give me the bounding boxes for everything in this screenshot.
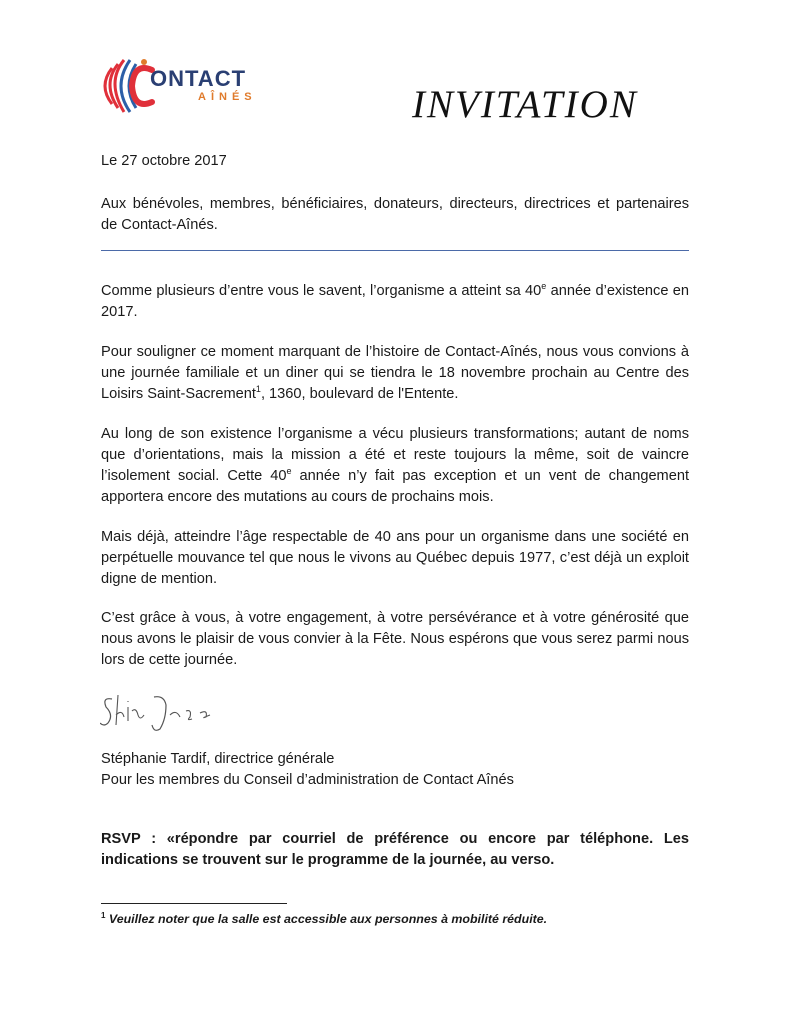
paragraph-event (101, 342, 689, 405)
signer-block (101, 749, 514, 791)
header-divider (101, 250, 689, 251)
paragraph-milestone: Mais déjà, atteindre l’âge respectable de 40 ans pour un organisme dans une société en perpétuelle mouvance tel que nous le vivons au Québec depuis 1977, c’est déjà un exploit digne de mention. (101, 529, 689, 587)
letter-date: Le 27 octobre 2017 (101, 153, 227, 169)
paragraph-anniversary (101, 281, 689, 323)
paragraph-history (101, 424, 689, 508)
paragraph-text: année n’y fait pas exception et un vent de changement apportera encore des mutations au cours de prochains mois. (101, 468, 689, 505)
footnote-marker: 1 (101, 910, 106, 920)
footnote-reference: 1 (255, 384, 261, 395)
signer-name: Stéphanie Tardif, directrice générale (101, 751, 335, 767)
logo-wordmark: ONTACT (150, 66, 247, 91)
handwritten-signature (100, 685, 250, 735)
page-title: INVITATION (412, 83, 638, 126)
contact-aines-logo (100, 52, 280, 122)
footnote-text: Veuillez noter que la salle est accessible aux personnes à mobilité réduite. (105, 912, 548, 926)
paragraph-thanks: C’est grâce à vous, à votre engagement, à votre persévérance et à votre générosité que nous avons le plaisir de vous convier à la Fête. Nous espérons que vous serez parmi nous lors de cette journée. (101, 610, 689, 668)
paragraph-text: Pour souligner ce moment marquant de l’histoire de Contact-Aînés, nous vous convions à une journée familiale et un diner qui se tiendra le 18 novembre prochain au Centre des Loisirs Saint-Sacrement (101, 344, 689, 402)
superscript: e (286, 466, 292, 477)
rsvp-note: RSVP : «répondre par courriel de préférence ou encore par téléphone. Les indications se trouvent sur le programme de la journée, au verso. (101, 831, 689, 868)
recipients-line: Aux bénévoles, membres, bénéficiaires, donateurs, directeurs, directrices et partenaires de Contact-Aînés. (101, 196, 689, 233)
footnote-divider (101, 903, 287, 904)
paragraph-text: , 1360, boulevard de l'Entente. (260, 386, 459, 402)
paragraph-text: Au long de son existence l’organisme a vécu plusieurs transformations; autant de noms que d’orientations, mais la mission a été et reste toujours la même, soit de vaincre l’isolement social. Cette 40 (101, 426, 689, 484)
signer-organization: Pour les membres du Conseil d’administration de Contact Aînés (101, 772, 514, 788)
footnote (101, 912, 547, 926)
paragraph-text: année d’existence en 2017. (101, 283, 689, 320)
superscript: e (541, 281, 547, 292)
logo-subtitle: AÎNÉS (198, 91, 257, 103)
paragraph-text: Comme plusieurs d’entre vous le savent, l’organisme a atteint sa 40 (101, 283, 542, 299)
